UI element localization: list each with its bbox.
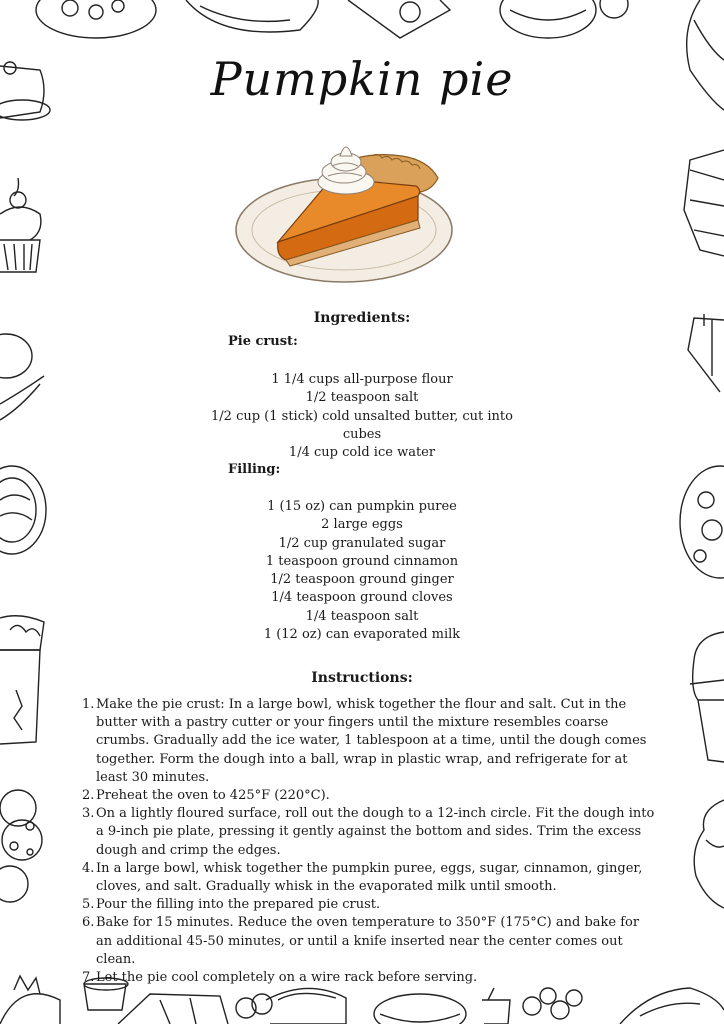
step-number: 7.	[82, 970, 95, 986]
step-text: In a large bowl, whisk together the pumpkin puree, eggs, sugar, cinnamon, ginger, cloves, and salt. Gradually whisk in the evaporated milk until smooth.	[96, 860, 643, 895]
list-item: 1/4 teaspoon ground cloves	[271, 590, 453, 606]
pie-crust-ingredients	[190, 371, 534, 462]
step-number: 6.	[82, 915, 95, 931]
list-item: 1/2 teaspoon salt	[305, 390, 419, 406]
step-number: 1.	[82, 697, 95, 712]
step-text: Pour the filling into the prepared pie crust.	[96, 897, 381, 913]
list-item: 1/4 cup cold ice water	[288, 445, 436, 461]
list-item: 1/2 cup granulated sugar	[278, 535, 446, 551]
list-item: 2 large eggs	[321, 517, 403, 533]
list-item: 1 (12 oz) can evaporated milk	[263, 627, 461, 643]
list-item: 1/2 cup (1 stick) cold unsalted butter, cut into cubes	[211, 408, 513, 442]
step-number: 4.	[82, 860, 95, 876]
pie-slice-illustration	[232, 130, 456, 290]
step-text: On a lightly floured surface, roll out the dough to a 12-inch circle. Fit the dough into a 9-inch pie plate, pressing it gently against the bottom and sides. Trim the excess dough and crimp the edges.	[96, 806, 655, 858]
instruction-step	[82, 914, 658, 969]
pie-crust-heading: Pie crust:	[228, 334, 298, 349]
list-item: 1 (15 oz) can pumpkin puree	[267, 499, 457, 514]
step-number: 5.	[82, 897, 95, 913]
instructions-heading: Instructions:	[311, 670, 413, 686]
instruction-step	[82, 860, 658, 896]
step-number: 3.	[82, 806, 95, 822]
instruction-step	[82, 787, 658, 805]
step-text: Make the pie crust: In a large bowl, whisk together the flour and salt. Cut in the butter with a pastry cutter or your fingers until the mixture resembles coarse crumbs. Gradually add the ice water, 1 tablespoon at a time, until the dough comes together. Form the dough into a ball, wrap in plastic wrap, and refrigerate for at least 30 minutes.	[96, 697, 647, 785]
instruction-step	[82, 696, 658, 787]
instruction-step	[82, 805, 658, 860]
instructions-list	[82, 696, 658, 987]
filling-heading: Filling:	[228, 462, 281, 477]
instruction-step	[82, 969, 658, 987]
step-text: Preheat the oven to 425°F (220°C).	[96, 788, 330, 804]
list-item: 1 1/4 cups all-purpose flour	[271, 372, 453, 387]
step-text: Let the pie cool completely on a wire rack before serving.	[96, 970, 478, 986]
step-number: 2.	[82, 788, 95, 804]
list-item: 1/4 teaspoon salt	[305, 608, 419, 624]
step-text: Bake for 15 minutes. Reduce the oven temperature to 350°F (175°C) and bake for an additional 45-50 minutes, or until a knife inserted near the center comes out clean.	[96, 915, 640, 967]
whipped-cream	[318, 147, 374, 194]
recipe-title: Pumpkin pie	[210, 52, 514, 106]
ingredients-heading: Ingredients:	[313, 310, 411, 326]
filling-ingredients	[190, 498, 534, 644]
list-item: 1/2 teaspoon ground ginger	[270, 572, 454, 588]
list-item: 1 teaspoon ground cinnamon	[265, 553, 459, 569]
instruction-step	[82, 896, 658, 914]
